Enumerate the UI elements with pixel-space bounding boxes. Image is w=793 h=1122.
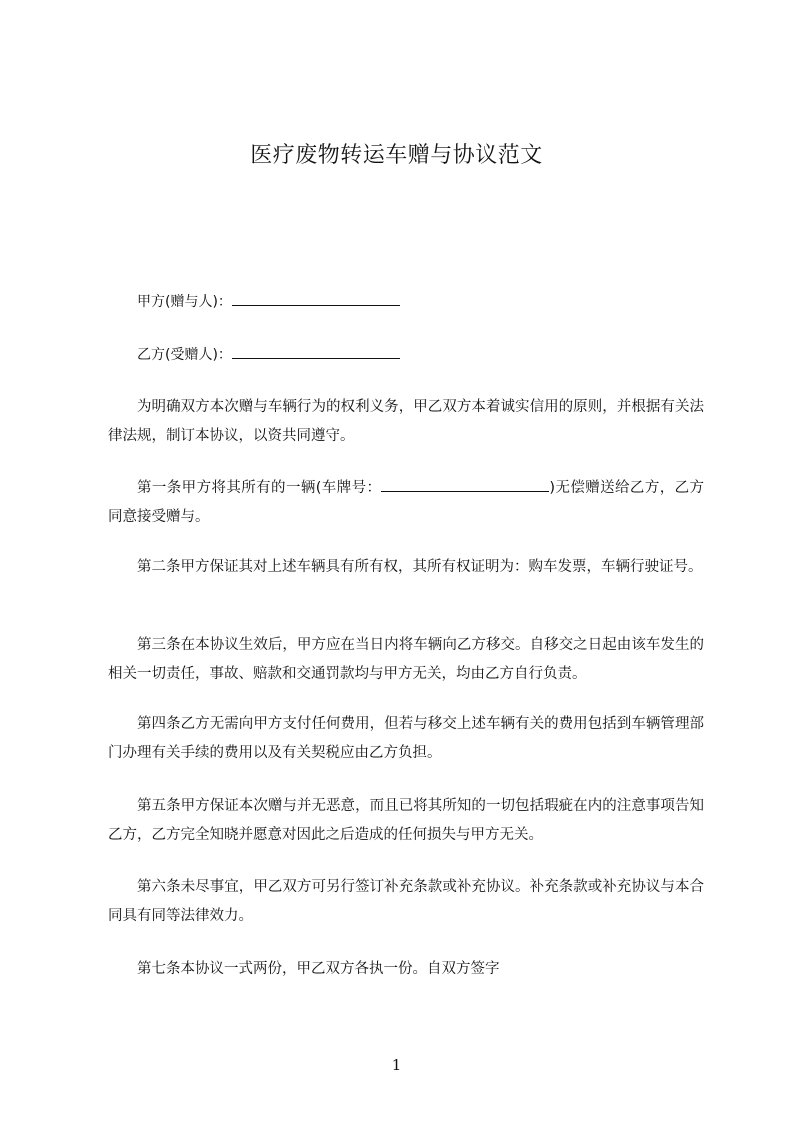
party-a-blank [232,291,400,306]
article-3: 第三条在本协议生效后，甲方应在当日内将车辆向乙方移交。自移交之日起由该车发生的相关一切责任，事故、赔款和交通罚款均与甲方无关，均由乙方自行负责。 [108,637,704,682]
article-2: 第二条甲方保证其对上述车辆具有所有权，其所有权证明为：购车发票，车辆行驶证号。 [137,559,703,575]
article-4: 第四条乙方无需向甲方支付任何费用，但若与移交上述车辆有关的费用包括到车辆管理部门办理有关手续的费用以及有关契税应由乙方负担。 [108,716,704,761]
party-b-label: 乙方(受赠人)： [137,347,232,363]
party-a-label: 甲方(赠与人)： [137,294,232,310]
party-b-blank [232,344,400,359]
party-b-line [137,344,400,365]
article-1-text-after: )无偿赠送给乙方，乙方同意接受赠与。 [108,480,705,525]
party-a-line [137,291,400,312]
page-number: 1 [391,1056,402,1074]
article-1-text-before: 第一条甲方将其所有的一辆(车牌号： [137,480,382,496]
license-plate-blank [381,477,549,492]
article-7: 第七条本协议一式两份，甲乙双方各执一份。自双方签字 [137,961,500,977]
article-1 [108,474,704,532]
intro-paragraph: 为明确双方本次赠与车辆行为的权利义务，甲乙双方本着诚实信用的原则，并根据有关法律法规，制订本协议，以资共同遵守。 [108,399,704,444]
document-title: 医疗废物转运车赠与协议范文 [250,143,543,168]
article-5: 第五条甲方保证本次赠与并无恶意，而且已将其所知的一切包括瑕疵在内的注意事项告知乙方，乙方完全知晓并愿意对因此之后造成的任何损失与甲方无关。 [108,798,704,843]
article-6: 第六条未尽事宜，甲乙双方可另行签订补充条款或补充协议。补充条款或补充协议与本合同具有同等法律效力。 [108,879,704,924]
